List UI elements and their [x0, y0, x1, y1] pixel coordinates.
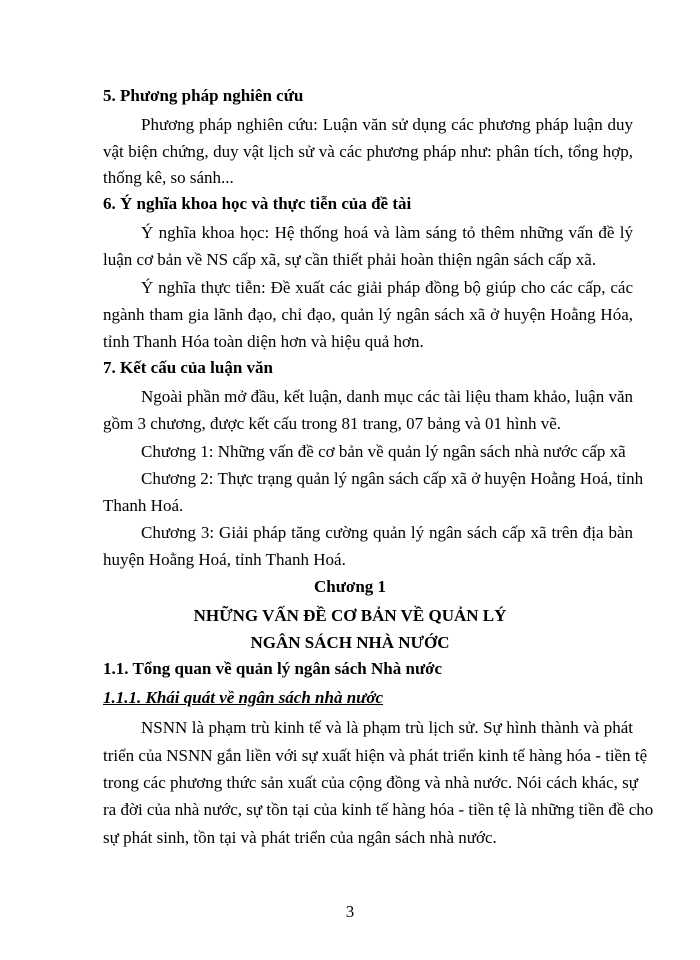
- paragraph-line: trong các phương thức sản xuất của cộng đồng và nhà nước. Nói cách khác, sự: [103, 773, 638, 792]
- paragraph-line: gồm 3 chương, được kết cấu trong 81 trang, 07 bảng và 01 hình vẽ.: [103, 414, 562, 433]
- paragraph-line: ra đời của nhà nước, sự tồn tại của kinh tế hàng hóa - tiền tệ là những tiền đề cho: [103, 800, 654, 819]
- heading-significance: 6. Ý nghĩa khoa học và thực tiễn của đề tài: [103, 194, 412, 213]
- paragraph-line: Ý nghĩa thực tiễn: Đề xuất các giải pháp đồng bộ giúp cho các cấp, các: [141, 278, 633, 297]
- paragraph-line: Thanh Hoá.: [103, 496, 184, 515]
- paragraph-line: vật biện chứng, duy vật lịch sử và các phương pháp như: phân tích, tổng hợp,: [103, 142, 633, 161]
- chapter-title-line: NHỮNG VẤN ĐỀ CƠ BẢN VỀ QUẢN LÝ: [193, 606, 507, 625]
- paragraph-line: thống kê, so sánh...: [103, 168, 234, 187]
- paragraph-line: NSNN là phạm trù kinh tế và là phạm trù lịch sử. Sự hình thành và phát: [141, 718, 633, 737]
- paragraph-line: Ý nghĩa khoa học: Hệ thống hoá và làm sáng tỏ thêm những vấn đề lý: [141, 223, 633, 242]
- paragraph-line: Chương 2: Thực trạng quản lý ngân sách cấp xã ở huyện Hoằng Hoá, tỉnh: [141, 469, 644, 488]
- page-number: 3: [345, 902, 355, 921]
- paragraph-line: huyện Hoằng Hoá, tỉnh Thanh Hoá.: [103, 550, 346, 569]
- paragraph-line: Ngoài phần mở đầu, kết luận, danh mục các tài liệu tham khảo, luận văn: [141, 387, 633, 406]
- chapter-title-line: NGÂN SÁCH NHÀ NƯỚC: [250, 633, 450, 652]
- paragraph-line: sự phát sinh, tồn tại và phát triển của ngân sách nhà nước.: [103, 828, 497, 847]
- paragraph-line: luận cơ bản về NS cấp xã, sự cần thiết phải hoàn thiện ngân sách cấp xã.: [103, 250, 597, 269]
- heading-1-1: 1.1. Tổng quan về quản lý ngân sách Nhà nước: [103, 659, 443, 678]
- heading-research-methods: 5. Phương pháp nghiên cứu: [103, 86, 304, 105]
- paragraph-line: Chương 1: Những vấn đề cơ bản về quản lý ngân sách nhà nước cấp xã: [141, 442, 626, 461]
- paragraph-line: Chương 3: Giải pháp tăng cường quản lý ngân sách cấp xã trên địa bàn: [141, 523, 633, 542]
- paragraph-line: tỉnh Thanh Hóa toàn diện hơn và hiệu quả hơn.: [103, 332, 424, 351]
- paragraph-line: Phương pháp nghiên cứu: Luận văn sử dụng các phương pháp luận duy: [141, 115, 633, 134]
- paragraph-line: ngành tham gia lãnh đạo, chỉ đạo, quản lý ngân sách xã ở huyện Hoằng Hóa,: [103, 305, 633, 324]
- chapter-number: Chương 1: [313, 577, 387, 596]
- heading-structure: 7. Kết cấu của luận văn: [103, 358, 274, 377]
- heading-1-1-1: 1.1.1. Khái quát về ngân sách nhà nước: [103, 688, 384, 707]
- paragraph-line: triển của NSNN gắn liền với sự xuất hiện và phát triển kinh tế hàng hóa - tiền tệ: [103, 746, 648, 765]
